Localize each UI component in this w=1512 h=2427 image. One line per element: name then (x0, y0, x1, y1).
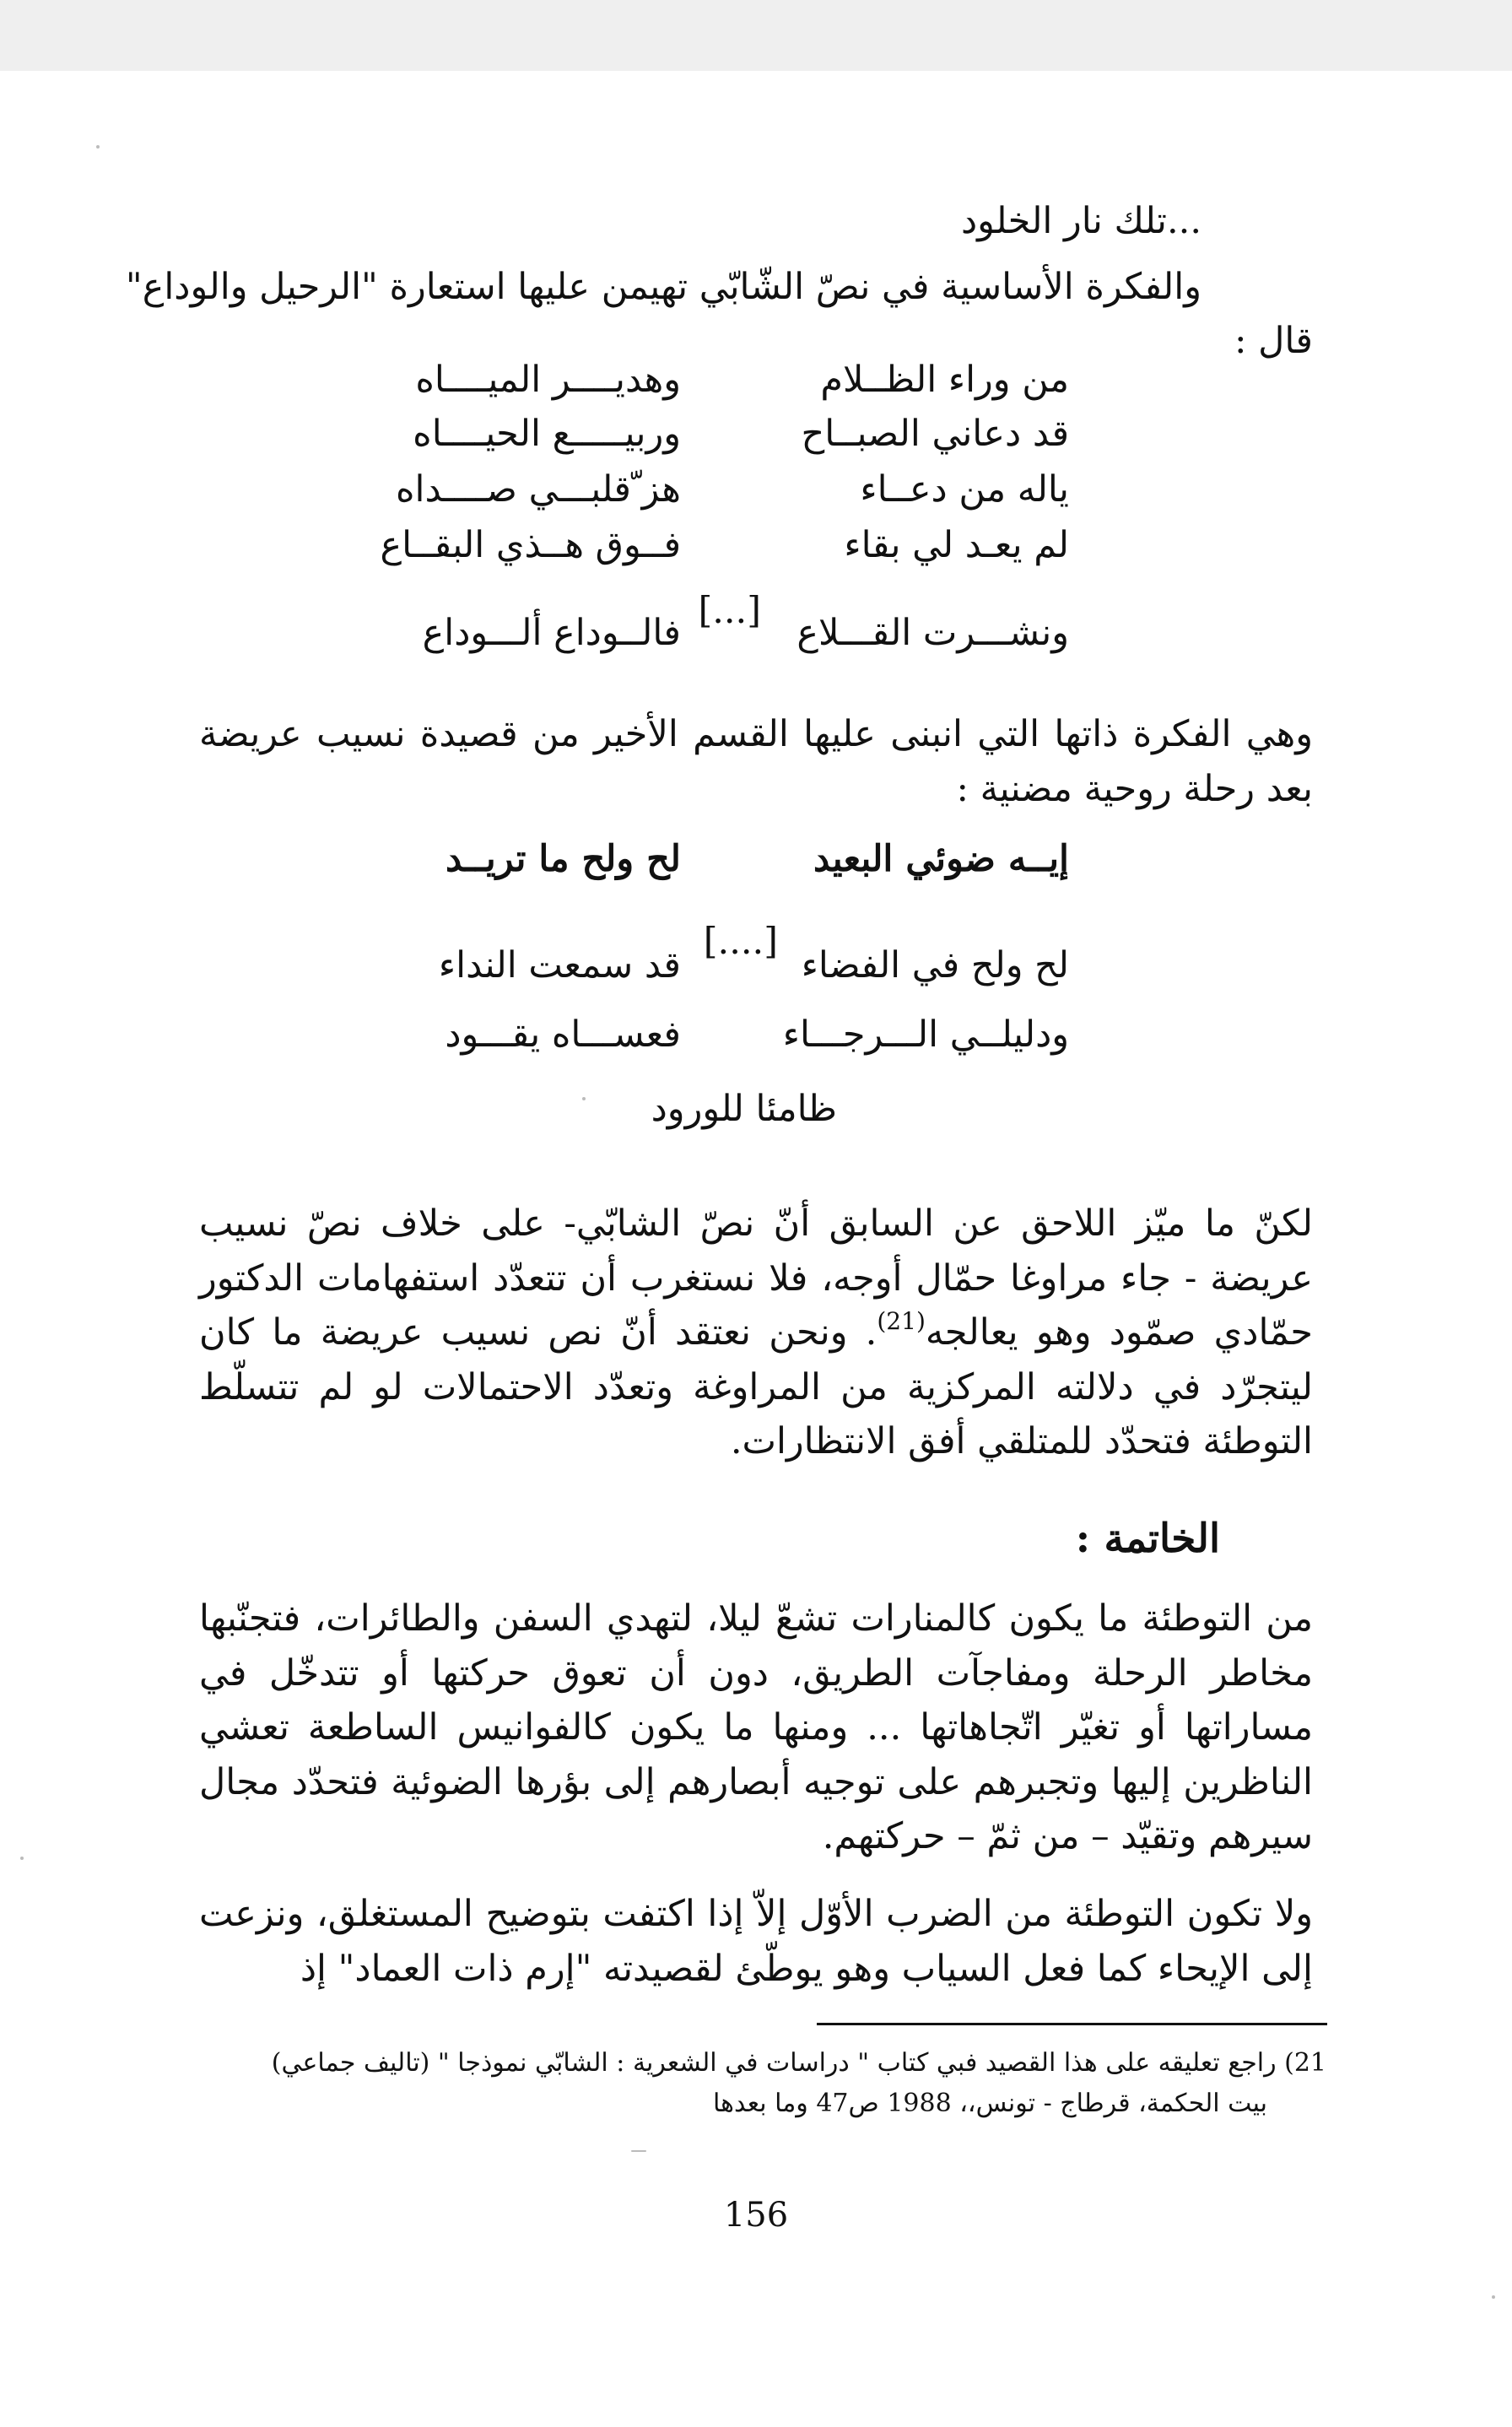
scan-speck (20, 1857, 24, 1860)
footnote-line-2: بيت الحكمة، قرطاج - تونس،، 1988 ص47 وما بعدها (713, 2089, 1267, 2118)
footnote-ref-21[interactable]: (21) (877, 1307, 926, 1335)
poem1-row3-right: ياله من دعــاء (860, 468, 1069, 511)
poem1-row1-right: من وراء الظــلام (820, 359, 1069, 401)
scan-speck (96, 145, 100, 149)
poem1-row2-left: وربيـــــع الحيــــاه (413, 413, 681, 455)
scan-top-band (0, 0, 1512, 71)
paragraph-laken-part1: لكنّ ما ميّز اللاحق عن السابق أنّ نصّ الشابّي- على خلاف نصّ نسيب عريضة - جاء مراوغا حمّال أوجه، فلا نستغرب أن تتعدّد استفهامات الدكتور حمّادي صمّود وهو يعالجه (199, 1203, 1313, 1354)
paragraph-tawtia-1: من التوطئة ما يكون كالمنارات تشعّ ليلا، لتهدي السفن والطائرات، فتجنّبها مخاطر الرحلة ومفاجآت الطريق، دون أن تعوق حركتها أو تتدخّل في مساراتها أو تغيّر اتّجاهاتها ... ومنها ما يكون كالفوانيس الساطعة تعشي الناظرين إليها وتجبرهم على توجيه أبصارهم إلى بؤرها الضوئية فتحدّد مجال سيرهم وتقيّد – من ثمّ – حركتهم. (199, 1597, 1313, 1857)
scan-speck (582, 1097, 586, 1100)
poem1-row1-left: وهديــــر الميــــاه (415, 359, 681, 401)
poem2-row1-right: لح ولح في الفضاء (801, 944, 1069, 986)
poem1-row3-left: هز ّقلبـــي صــــداه (395, 468, 681, 511)
paragraph-laken (199, 1197, 1313, 1469)
page-number: 156 (723, 2196, 789, 2235)
text-line-fikra: والفكرة الأساسية في نصّ الشّابّي تهيمن عليها استعارة "الرحيل والوداع" (125, 266, 1202, 308)
poem1-row4-left: فــوق هــذي البقــاع (380, 524, 681, 566)
text-line-tilka: ...تلك نار الخلود (960, 200, 1202, 242)
poem2-ellipsis: [....] (703, 921, 778, 963)
poem2-bold-left: لح ولح ما تريــد (446, 838, 681, 880)
poem1-row4-right: لم يعـد لي بقاء (844, 524, 1069, 566)
scan-speck (1492, 2295, 1495, 2299)
poem2-row2-left: فعســـاه يقـــود (445, 1014, 681, 1056)
footnote-line-1: 21) راجع تعليقه على هذا القصيد فبي كتاب " دراسات في الشعرية : الشابّي نموذجا " (تاليف جماعي) (271, 2048, 1326, 2078)
poem1-ellipsis: [...] (698, 590, 761, 632)
poem1-row5-left: فالــوداع ألـــوداع (422, 612, 681, 654)
poem2-bold-right: إيــه ضوئي البعيد (813, 838, 1069, 880)
poem1-row2-right: قد دعاني الصبــاح (801, 413, 1069, 455)
poem-qala-label: قال : (1234, 320, 1313, 362)
poem1-row5-right: ونشـــرت القـــلاع (796, 612, 1069, 654)
poem2-last-line: ظامئا للورود (651, 1088, 837, 1130)
poem2-row1-left: قد سمعت النداء (438, 944, 681, 986)
footnote-separator (817, 2023, 1327, 2025)
scan-speck (631, 2150, 646, 2152)
section-heading-khatima: الخاتمة : (1075, 1516, 1220, 1562)
paragraph-tawtia-2: ولا تكون التوطئة من الضرب الأوّل إلاّ إذا اكتفت بتوضيح المستغلق، ونزعت إلى الإيحاء كما فعل السياب وهو يوطّئ لقصيدته "إرم ذات العماد" إذ (199, 1893, 1313, 1990)
paragraph-nasib: وهي الفكرة ذاتها التي انبنى عليها القسم الأخير من قصيدة نسيب عريضة بعد رحلة روحية مضنية : (199, 713, 1313, 810)
poem2-row2-right: ودليلــي الـــرجـــاء (782, 1014, 1069, 1056)
paragraph-laken-part2: . ونحن نعتقد أنّ نص نسيب عريضة ما كان ليتجرّد في دلالته المركزية من المراوغة وتعدّد الاحتمالات لو لم تتسلّط التوطئة فتحدّد للمتلقي أفق الانتظارات. (199, 1311, 1313, 1462)
